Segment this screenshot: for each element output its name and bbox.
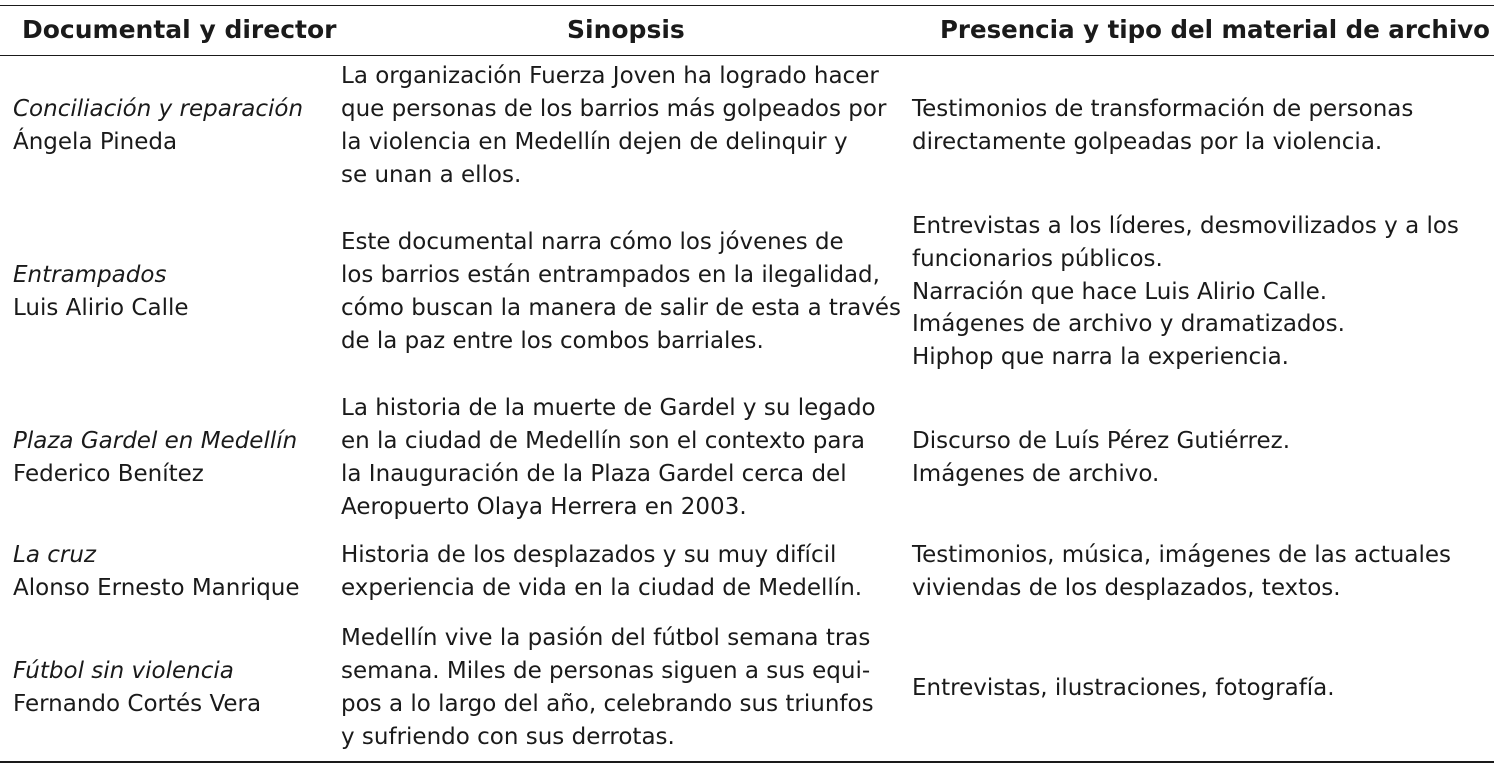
table-row	[0, 621, 1494, 755]
archive-cell	[912, 621, 1335, 755]
documentary-title: Plaza Gardel en Medellín	[13, 428, 298, 455]
archive-line: directamente golpeadas por la violencia.	[912, 129, 1383, 155]
documentary-cell	[13, 538, 300, 606]
archive-cell	[912, 59, 1413, 193]
synopsis-line: que personas de los barrios más golpeados por	[341, 96, 887, 123]
table-row	[0, 391, 1494, 525]
director-name: Fernando Cortés Vera	[13, 691, 262, 717]
synopsis-line: Este documental narra cómo los jóvenes de	[341, 229, 844, 256]
documentary-title: Entrampados	[13, 262, 167, 289]
synopsis-line: pos a lo largo del año, celebrando sus triunfos	[341, 691, 874, 717]
synopsis-line: Aeropuerto Olaya Herrera en 2003.	[341, 493, 747, 520]
synopsis-line: la violencia en Medellín dejen de delinquir y	[341, 129, 848, 155]
synopsis-line: y sufriendo con sus derrotas.	[341, 723, 675, 750]
synopsis-line: experiencia de vida en la ciudad de Medellín.	[341, 575, 863, 601]
documentary-cell	[13, 59, 303, 193]
director-name: Luis Alirio Calle	[13, 295, 189, 321]
documentary-cell	[13, 621, 261, 755]
director-name: Federico Benítez	[13, 461, 204, 487]
archive-cell	[912, 391, 1290, 525]
table-row	[0, 59, 1494, 193]
director-name: Ángela Pineda	[13, 129, 178, 155]
archive-line: Entrevistas, ilustraciones, fotografía.	[912, 674, 1335, 701]
header-documental: Documental y director	[22, 15, 337, 44]
archive-line: Imágenes de archivo.	[912, 461, 1160, 487]
documentary-cell	[13, 208, 189, 376]
header-archivo: Presencia y tipo del material de archivo	[940, 15, 1490, 44]
synopsis-line: cómo buscan la manera de salir de esta a través	[341, 295, 901, 321]
synopsis-line: la Inauguración de la Plaza Gardel cerca del	[341, 461, 847, 487]
synopsis-line: semana. Miles de personas siguen a sus equi-	[341, 658, 871, 685]
archive-line: funcionarios públicos.	[912, 245, 1163, 272]
synopsis-cell	[341, 621, 874, 755]
synopsis-line: se unan a ellos.	[341, 161, 522, 188]
header-sinopsis: Sinopsis	[567, 15, 685, 44]
archive-line: viviendas de los desplazados, textos.	[912, 575, 1341, 601]
archive-line: Imágenes de archivo y dramatizados.	[912, 311, 1345, 338]
synopsis-cell	[341, 59, 886, 193]
header-rule	[0, 55, 1494, 56]
synopsis-line: Medellín vive la pasión del fútbol semana tras	[341, 625, 871, 652]
synopsis-line: de la paz entre los combos barriales.	[341, 327, 764, 354]
documentary-title: Conciliación y reparación	[13, 96, 304, 123]
table-row	[0, 208, 1494, 376]
archive-cell	[912, 208, 1459, 376]
synopsis-cell	[341, 208, 901, 376]
documentary-title: La cruz	[13, 542, 96, 569]
documentary-cell	[13, 391, 297, 525]
synopsis-line: La historia de la muerte de Gardel y su legado	[341, 395, 876, 422]
synopsis-line: Historia de los desplazados y su muy difícil	[341, 542, 837, 569]
synopsis-line: los barrios están entrampados en la ilegalidad,	[341, 262, 880, 289]
archive-line: Discurso de Luís Pérez Gutiérrez.	[912, 428, 1291, 455]
archive-line: Hiphop que narra la experiencia.	[912, 344, 1289, 371]
table-bottom-rule	[0, 761, 1494, 763]
table-top-rule	[0, 5, 1494, 6]
archive-line: Narración que hace Luis Alirio Calle.	[912, 278, 1328, 305]
archive-line: Entrevistas a los líderes, desmovilizados y a los	[912, 213, 1459, 239]
documentary-title: Fútbol sin violencia	[13, 658, 234, 685]
synopsis-cell	[341, 538, 862, 606]
synopsis-line: en la ciudad de Medellín son el contexto para	[341, 428, 866, 455]
table-row	[0, 538, 1494, 606]
director-name: Alonso Ernesto Manrique	[13, 575, 300, 601]
synopsis-cell	[341, 391, 876, 525]
synopsis-line: La organización Fuerza Joven ha logrado hacer	[341, 63, 879, 90]
archive-line: Testimonios, música, imágenes de las actuales	[912, 542, 1451, 569]
archive-cell	[912, 538, 1451, 606]
archive-line: Testimonios de transformación de personas	[912, 96, 1414, 123]
